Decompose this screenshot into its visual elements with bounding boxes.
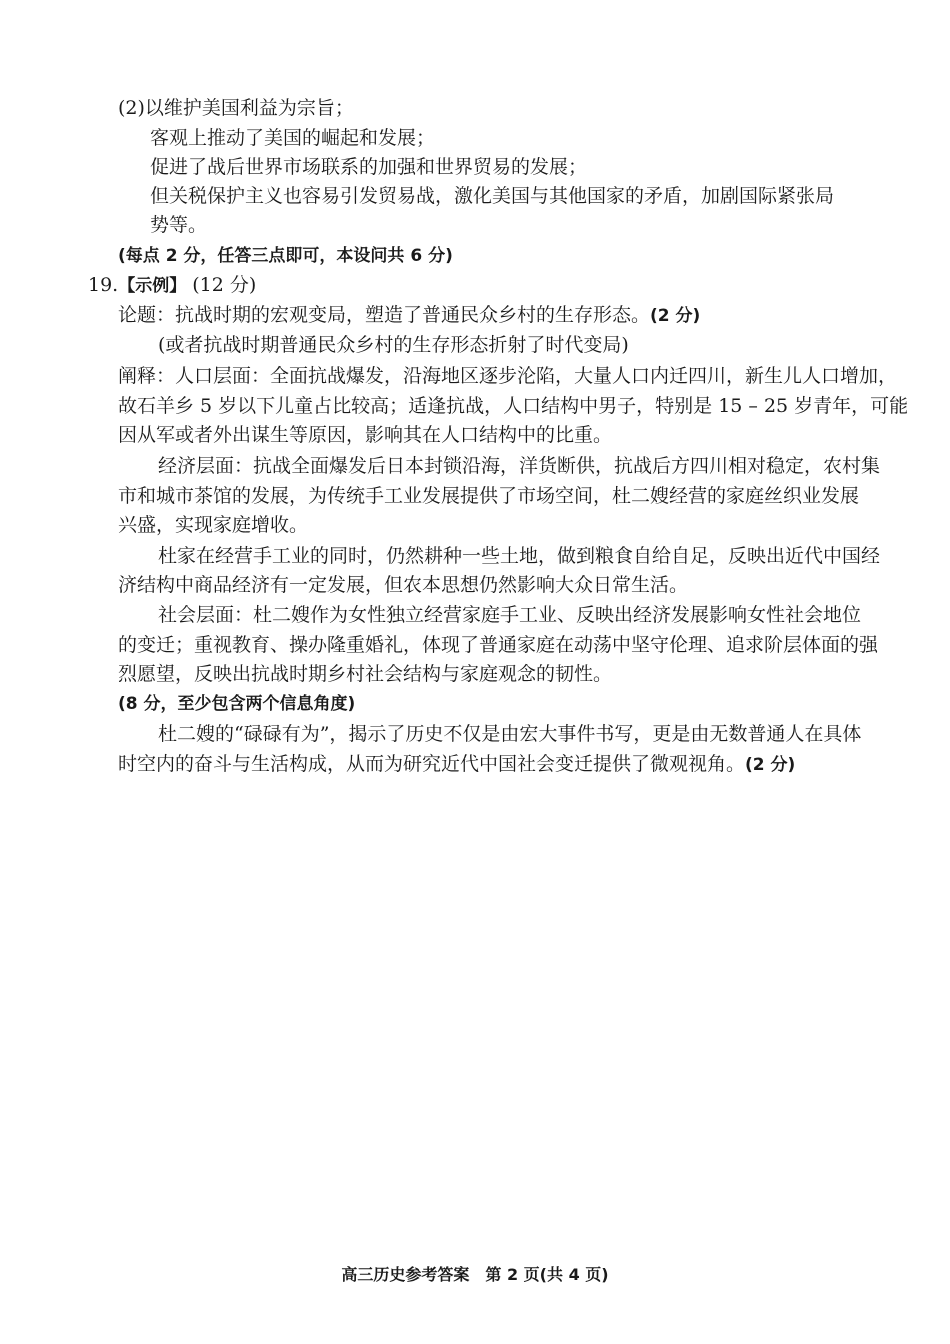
p1-line2: 故石羊乡 5 岁以下儿童占比较高；适逢抗战，人口结构中男子，特别是 15 – 25 岁青年，可能 — [118, 395, 909, 417]
p4-line1: 社会层面：杜二嫂作为女性独立经营家庭手工业、反映出经济发展影响女性社会地位 — [158, 604, 862, 626]
q18-2-line4: 但关税保护主义也容易引发贸易战，激化美国与其他国家的矛盾，加剧国际紧张局 — [150, 185, 835, 207]
p3-line2: 济结构中商品经济有一定发展，但农本思想仍然影响大众日常生活。 — [118, 574, 689, 596]
q18-2-line3: 促进了战后世界市场联系的加强和世界贸易的发展； — [150, 156, 588, 178]
q19-thesis — [118, 301, 700, 330]
p2-line3: 兴盛，实现家庭增收。 — [118, 514, 309, 536]
page-footer: 高三历史参考答案 第 2 页(共 4 页) — [341, 1265, 609, 1284]
p4-scoring: (8 分，至少包含两个信息角度) — [118, 694, 356, 714]
q19-points: (12 分) — [192, 274, 257, 296]
q19-number: 19. — [88, 274, 119, 296]
q19-alt-thesis: (或者抗战时期普通民众乡村的生存形态折射了时代变局) — [158, 334, 629, 356]
p4-line2: 的变迁；重视教育、操办隆重婚礼，体现了普通家庭在动荡中坚守伦理、追求阶层体面的强 — [118, 634, 879, 656]
q18-2-line1: (2)以维护美国利益为宗旨； — [118, 97, 354, 119]
conclusion-line2 — [118, 750, 795, 779]
p1-line3: 因从军或者外出谋生等原因，影响其在人口结构中的比重。 — [118, 424, 613, 446]
q19-header — [88, 271, 256, 300]
p3-line1: 杜家在经营手工业的同时，仍然耕种一些土地，做到粮食自给自足，反映出近代中国经 — [158, 545, 881, 567]
conclusion-score: (2 分) — [745, 755, 796, 775]
thesis-score: (2 分) — [650, 306, 701, 326]
q18-2-scoring: (每点 2 分，任答三点即可，本设问共 6 分) — [118, 246, 453, 266]
conclusion-text: 时空内的奋斗与生活构成，从而为研究近代中国社会变迁提供了微观视角。 — [118, 753, 746, 775]
p4-line3: 烈愿望，反映出抗战时期乡村社会结构与家庭观念的韧性。 — [118, 663, 613, 685]
conclusion-line1: 杜二嫂的“碌碌有为”，揭示了历史不仅是由宏大事件书写，更是由无数普通人在具体 — [158, 723, 862, 745]
p2-line2: 市和城市茶馆的发展，为传统手工业发展提供了市场空间，杜二嫂经营的家庭丝织业发展 — [118, 485, 860, 507]
p1-line1: 阐释：人口层面：全面抗战爆发，沿海地区逐步沦陷，大量人口内迁四川，新生儿人口增加， — [118, 365, 898, 387]
q18-2-line5: 势等。 — [150, 214, 208, 236]
p2-line1: 经济层面：抗战全面爆发后日本封锁沿海，洋货断供，抗战后方四川相对稳定，农村集 — [158, 455, 881, 477]
q19-label: 【示例】 — [118, 276, 187, 296]
q18-2-line2: 客观上推动了美国的崛起和发展； — [150, 127, 436, 149]
thesis-text: 论题：抗战时期的宏观变局，塑造了普通民众乡村的生存形态。 — [118, 304, 651, 326]
